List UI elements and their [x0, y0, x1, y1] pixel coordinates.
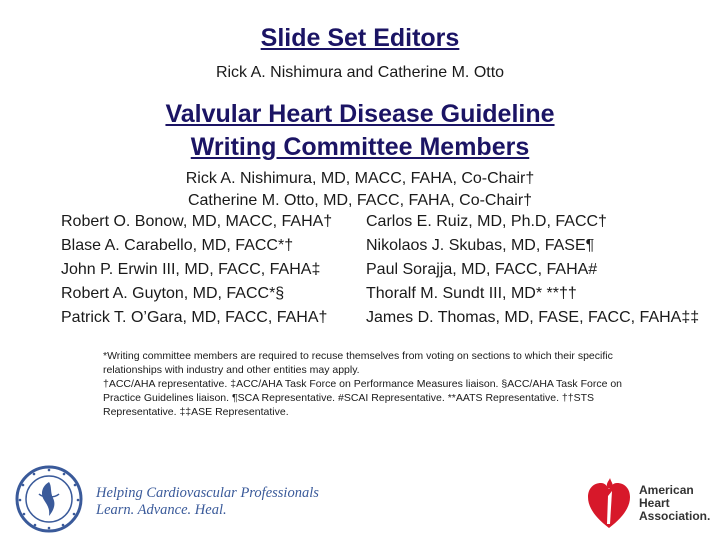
co-chair-1: Rick A. Nishimura, MD, MACC, FAHA, Co-Chair† — [185, 170, 535, 187]
footnote-line: †ACC/AHA representative. ‡ACC/AHA Task Force on Performance Measures liaison. §ACC/AHA Task Force on — [103, 378, 623, 390]
acc-tagline-line1: Helping Cardiovascular Professionals — [96, 485, 319, 501]
editors-names: Rick A. Nishimura and Catherine M. Otto — [215, 64, 505, 81]
acc-tagline-line2: Learn. Advance. Heal. — [96, 502, 227, 518]
committee-title-line1: Valvular Heart Disease Guideline — [165, 100, 555, 128]
acc-tagline — [96, 485, 319, 519]
member-left-4: Robert A. Guyton, MD, FACC*§ — [61, 285, 285, 302]
footnote — [103, 349, 688, 419]
member-right-4: Thoralf M. Sundt III, MD* **†† — [366, 285, 577, 302]
aha-wordmark — [639, 484, 710, 523]
member-left-3: John P. Erwin III, MD, FACC, FAHA‡ — [61, 261, 321, 278]
member-right-3: Paul Sorajja, MD, FACC, FAHA# — [366, 261, 598, 278]
member-right-5: James D. Thomas, MD, FASE, FACC, FAHA‡‡ — [366, 309, 700, 326]
footnote-line: Practice Guidelines liaison. ¶SCA Representative. #SCAI Representative. **AATS Representative. ††STS — [103, 392, 595, 404]
aha-line1: American — [639, 483, 694, 497]
member-right-1: Carlos E. Ruiz, MD, Ph.D, FACC† — [366, 213, 607, 230]
aha-line2: Heart — [639, 496, 670, 510]
aha-heart-torch-icon — [586, 478, 632, 534]
member-right-2: Nikolaos J. Skubas, MD, FASE¶ — [366, 237, 595, 254]
member-left-2: Blase A. Carabello, MD, FACC*† — [61, 237, 294, 254]
footnote-line: *Writing committee members are required to recuse themselves from voting on sections to which their specific — [103, 350, 613, 362]
co-chair-2: Catherine M. Otto, MD, FACC, FAHA, Co-Chair† — [187, 192, 533, 209]
footnote-line: relationships with industry and other entities may apply. — [103, 364, 360, 376]
committee-title-line2: Writing Committee Members — [190, 133, 530, 161]
member-left-1: Robert O. Bonow, MD, MACC, FAHA† — [61, 213, 333, 230]
footnote-line: Representative. ‡‡ASE Representative. — [103, 406, 289, 418]
editors-title: Slide Set Editors — [260, 24, 460, 52]
acc-seal-icon — [14, 464, 88, 534]
member-left-5: Patrick T. O’Gara, MD, FACC, FAHA† — [61, 309, 328, 326]
committee-title — [0, 98, 720, 164]
aha-line3: Association. — [639, 509, 711, 523]
